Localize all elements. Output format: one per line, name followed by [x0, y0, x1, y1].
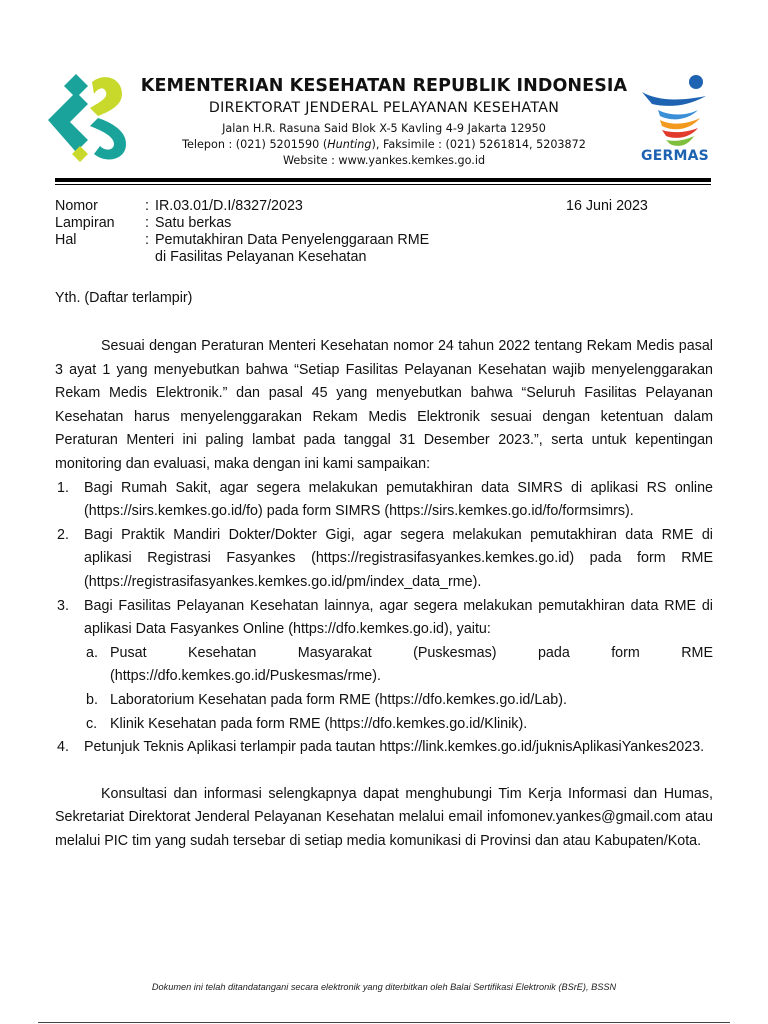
colon: : — [145, 198, 149, 214]
list-item-text: Bagi Praktik Mandiri Dokter/Dokter Gigi, agar segera melakukan pemutakhiran data RME di aplikasi Registrasi Fasyankes (https://registrasifasyankes.kemkes.go.id) pada form RME (https://registrasifasyankes.kemkes.go.id/pm/index_data_rme). — [84, 526, 713, 590]
footer-rule — [38, 1022, 730, 1023]
lampiran-value: Satu berkas — [155, 215, 232, 231]
letter-date: 16 Juni 2023 — [566, 198, 648, 214]
list-item-text: Bagi Rumah Sakit, agar segera melakukan pemutakhiran data SIMRS di aplikasi RS online (https://sirs.kemkes.go.id/fo) pada form SIMRS (https://sirs.kemkes.go.id/fo/formsimrs). — [84, 479, 713, 520]
list-item-text: Bagi Fasilitas Pelayanan Kesehatan lainnya, agar segera melakukan pemutakhiran data RME di aplikasi Data Fasyankes Online (https://dfo.kemkes.go.id), yaitu: — [84, 597, 713, 638]
phone-suffix: ), Faksimile : (021) 5261814, 5203872 — [371, 138, 586, 151]
list-item — [55, 524, 713, 595]
list-number: 1. — [57, 479, 69, 496]
germas-label: GERMAS — [641, 148, 709, 164]
numbered-list — [55, 477, 713, 760]
sub-list-text: Pusat Kesehatan Masyarakat (Puskesmas) pada form RME (https://dfo.kemkes.go.id/Puskesmas/rme). — [110, 644, 713, 685]
sub-list-item — [84, 642, 713, 689]
recipient: Yth. (Daftar terlampir) — [55, 290, 193, 306]
website: Website : www.yankes.kemkes.go.id — [282, 154, 486, 167]
germas-stroke-blue — [658, 110, 698, 119]
sub-list-letter: b. — [86, 691, 98, 708]
sub-list-text: Klinik Kesehatan pada form RME (https://dfo.kemkes.go.id/Klinik). — [110, 715, 528, 732]
germas-stroke-orange — [660, 118, 700, 129]
kemenkes-logo-icon — [42, 68, 134, 166]
sub-list-item — [84, 713, 713, 737]
intro-paragraph: Sesuai dengan Peraturan Menteri Kesehatan nomor 24 tahun 2022 tentang Rekam Medis pasal 3 ayat 1 yang menyebutkan bahwa “Setiap Fasilitas Pelayanan Kesehatan wajib menyelenggarakan Rekam Medis Elektronik.” dan pasal 45 yang menyebutkan bahwa “Seluruh Fasilitas Pelayanan Kesehatan harus menyelenggarakan Rekam Medis Elektronik sesuai dengan ketentuan dalam Peraturan Menteri ini paling lambat pada tanggal 31 Desember 2023.”, serta untuk kepentingan monitoring dan evaluasi, maka dengan ini kami sampaikan: — [55, 338, 713, 472]
letterhead-rule-thin — [55, 184, 711, 185]
hal-value: Pemutakhiran Data Penyelenggaraan RME — [155, 232, 430, 248]
address: Jalan H.R. Rasuna Said Blok X-5 Kavling 4-9 Jakarta 12950 — [222, 122, 546, 135]
logo-teal-shape — [64, 74, 88, 98]
germas-stroke-red — [662, 128, 698, 138]
germas-head — [689, 75, 703, 89]
directorate-title: DIREKTORAT JENDERAL PELAYANAN KESEHATAN — [208, 100, 560, 116]
esign-footer: Dokumen ini telah ditandatangani secara elektronik yang diterbitkan oleh Balai Sertifikasi Elektronik (BSrE), BSSN — [151, 982, 617, 992]
closing-paragraph: Konsultasi dan informasi selengkapnya dapat menghubungi Tim Kerja Informasi dan Humas, Sekretariat Direktorat Jenderal Pelayanan Kesehatan melalui email infomonev.yankes@gmail.com atau melalui PIC tim yang sudah tersebar di setiap media komunikasi di Provinsi dan atau Kabupaten/Kota. — [55, 785, 713, 849]
list-item — [55, 595, 713, 737]
sub-list-text: Laboratorium Kesehatan pada form RME (https://dfo.kemkes.go.id/Lab). — [110, 691, 567, 708]
letterhead-rule — [55, 178, 711, 182]
logo-lime-shape — [90, 77, 122, 116]
phone-prefix: Telepon : (021) 5201590 ( — [182, 138, 328, 151]
hal-value-continued: di Fasilitas Pelayanan Kesehatan — [155, 249, 367, 265]
sub-list-letter: c. — [86, 715, 98, 732]
paragraph-spacer — [55, 760, 713, 783]
list-item-text: Petunjuk Teknis Aplikasi terlampir pada tautan https://link.kemkes.go.id/juknisAplikasiYankes2023. — [84, 739, 705, 756]
colon: : — [145, 215, 149, 231]
letter-body — [55, 335, 713, 853]
nomor-label: Nomor — [55, 198, 98, 214]
logo-teal-shape — [90, 118, 126, 159]
nomor-value: IR.03.01/D.I/8327/2023 — [155, 198, 303, 214]
phone-line — [136, 137, 632, 153]
phone-hunting: Hunting — [327, 138, 372, 151]
lampiran-label: Lampiran — [55, 215, 115, 231]
germas-arm-stroke — [642, 92, 706, 106]
logo-teal-shape — [48, 92, 88, 152]
hal-label: Hal — [55, 232, 77, 248]
list-number: 4. — [57, 739, 69, 756]
list-number: 2. — [57, 526, 69, 543]
list-item — [55, 477, 713, 524]
letterhead — [136, 74, 632, 169]
sub-list-item — [84, 689, 713, 713]
sub-list-letter: a. — [86, 644, 98, 661]
ministry-title: KEMENTERIAN KESEHATAN REPUBLIK INDONESIA — [140, 76, 628, 96]
list-number: 3. — [57, 597, 69, 614]
colon: : — [145, 232, 149, 248]
list-item — [55, 736, 713, 760]
